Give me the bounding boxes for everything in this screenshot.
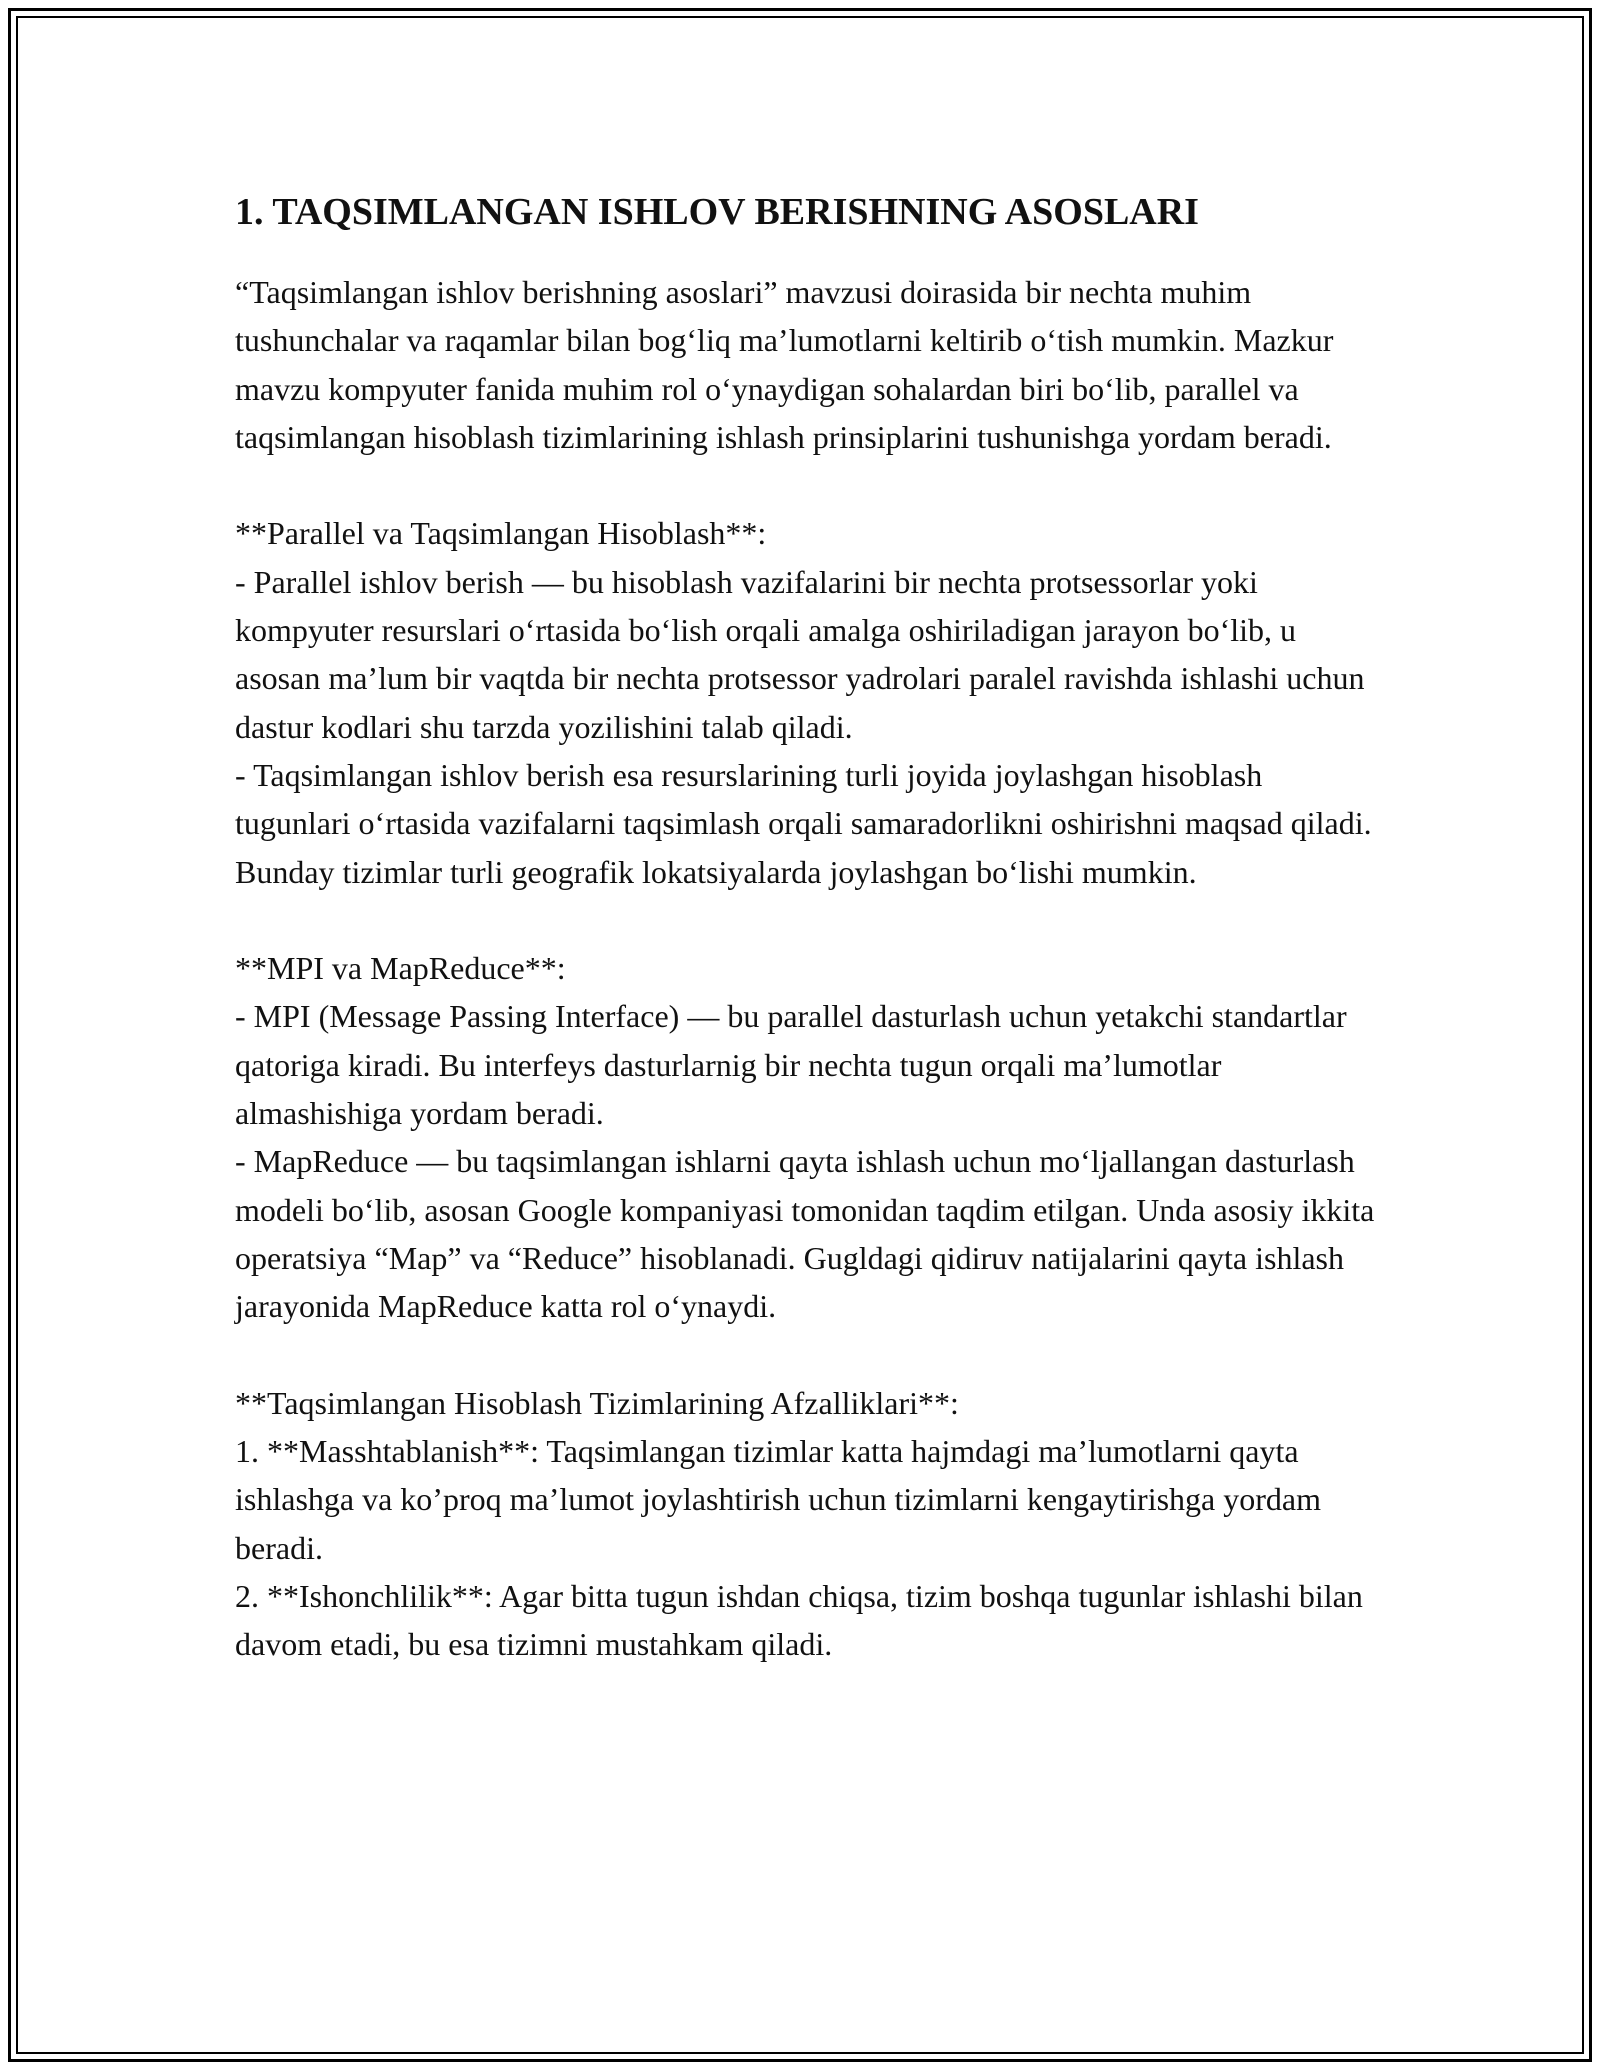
section-title: **Parallel va Taqsimlangan Hisoblash**: [235, 515, 767, 552]
document-heading: 1. TAQSIMLANGAN ISHLOV BERISHNING ASOSLARI [235, 191, 1199, 233]
document-body [235, 186, 1385, 1669]
list-item: - Taqsimlangan ishlov berish esa resurslarining turli joyida joylashgan hisoblash tugunlari o‘rtasida vazifalarni taqsimlash orqali samaradorlikni oshirishni maqsad qiladi. Bunday tizimlar turli geografik lokatsiyalarda joylashgan bo‘lishi mumkin. [235, 756, 1372, 890]
list-item: 1. **Masshtablanish**: Taqsimlangan tizimlar katta hajmdagi ma’lumotlarni qayta ishlashga va ko’proq ma’lumot joylashtirish uchun tizimlarni kengaytirishga yordam beradi. [235, 1433, 1321, 1566]
blank-line [235, 1331, 1385, 1379]
intro-paragraph-block [235, 268, 1385, 461]
blank-line [235, 896, 1385, 944]
list-item: 2. **Ishonchlilik**: Agar bitta tugun ishdan chiqsa, tizim boshqa tugunlar ishlashi bilan davom etadi, bu esa tizimni mustahkam qiladi. [235, 1578, 1363, 1663]
list-item: - MapReduce — bu taqsimlangan ishlarni qayta ishlash uchun mo‘ljallangan dasturlash modeli bo‘lib, asosan Google kompaniyasi tomonidan taqdim etilgan. Unda asosiy ikkita operatsiya “Map” va “Reduce” hisoblanadi. Gugldagi qidiruv natijalarini qayta ishlash jarayonida MapReduce katta rol o‘ynaydi. [235, 1143, 1375, 1325]
section-advantages [235, 1379, 1385, 1669]
section-mpi-mapreduce [235, 944, 1385, 1330]
blank-line [235, 461, 1385, 509]
section-parallel [235, 509, 1385, 895]
list-item: - Parallel ishlov berish — bu hisoblash vazifalarini bir nechta protsessorlar yoki kompyuter resurslari o‘rtasida bo‘lish orqali amalga oshiriladigan jarayon bo‘lib, u asosan ma’lum bir vaqtda bir nechta protsessor yadrolari paralel ravishda ishlashi uchun dastur kodlari shu tarzda yozilishini talab qiladi. [235, 563, 1365, 745]
section-title: **MPI va MapReduce**: [235, 950, 566, 987]
list-item: - MPI (Message Passing Interface) — bu parallel dasturlash uchun yetakchi standartlar qatoriga kiradi. Bu interfeys dasturlarnig bir nechta tugun orqali ma’lumotlar almashishiga yordam beradi. [235, 998, 1347, 1132]
section-title: **Taqsimlangan Hisoblash Tizimlarining Afzalliklari**: [235, 1384, 959, 1421]
intro-paragraph: “Taqsimlangan ishlov berishning asoslari” mavzusi doirasida bir nechta muhim tushunchalar va raqamlar bilan bog‘liq ma’lumotlarni keltirib o‘tish mumkin. Mazkur mavzu kompyuter fanida muhim rol o‘ynaydigan sohalardan biri bo‘lib, parallel va taqsimlangan hisoblash tizimlarining ishlash prinsiplarini tushunishga yordam beradi. [235, 274, 1334, 455]
